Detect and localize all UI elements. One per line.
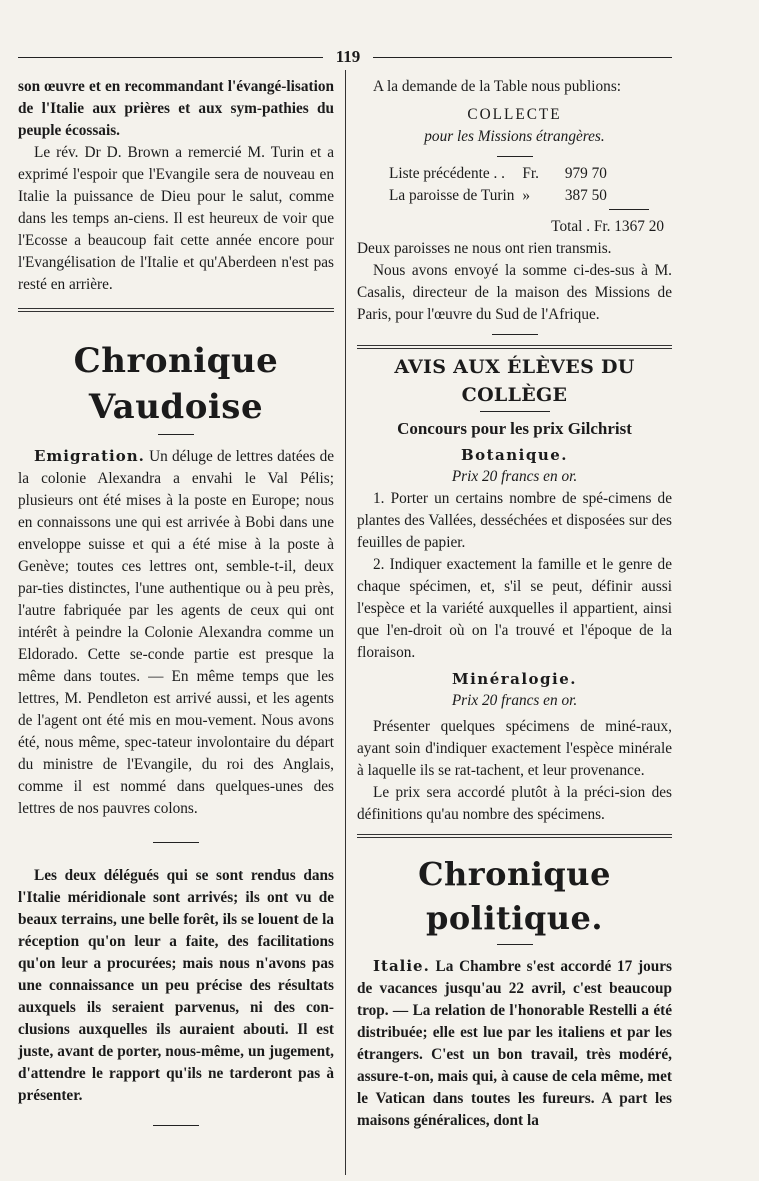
- section-rule: [357, 345, 672, 349]
- row-amount: 979 70: [564, 165, 607, 182]
- table-row: [385, 163, 611, 185]
- title-dash: [497, 944, 533, 945]
- concours-heading: Concours pour les prix Gilchrist: [397, 419, 632, 438]
- botanique-heading: Botanique.: [460, 446, 569, 464]
- prix-mineralogie: Prix 20 francs en or.: [451, 692, 578, 709]
- page-header: [18, 44, 672, 70]
- total-amount: 1367 20: [614, 218, 664, 235]
- botanique-item-2: 2. Indiquer exactement la famille et le genre de chaque spécimen, et, s'il se peut, définir aussi l'espèce et la variété auxquelles il appartient, ainsi que l'en-droit où on l'a trouvé et l'époque de la floraison.: [357, 556, 672, 661]
- mineralogie-heading: Minéralogie.: [451, 670, 578, 688]
- page-number: 119: [335, 47, 361, 66]
- row-label: La paroisse de Turin: [389, 187, 515, 204]
- collecte-note-1: Deux paroisses ne nous ont rien transmis.: [357, 240, 612, 257]
- avis-rule: [480, 411, 550, 412]
- row-currency: Fr.: [522, 165, 539, 182]
- emigration-lead: Emigration.: [34, 447, 145, 465]
- section-title-politique: Chronique politique.: [418, 855, 611, 937]
- right-column: [357, 76, 672, 1132]
- row-currency: »: [522, 187, 530, 204]
- header-rule-right: [373, 57, 672, 58]
- collecte-total: [357, 216, 672, 238]
- intro-paragraph-2: Le rév. Dr D. Brown a remercié M. Turin et a exprimé l'espoir que l'Evangile sera de nouveau en Italie la puissance de Dieu pour le salut, comme dans les temps an-ciens. Il est heureux de voir que l'Ecosse a beaucoup fait cette année encore pour l'Evangélisation de l'Italie et qu'Aberdeen n'est pas resté en arrière.: [18, 144, 334, 293]
- collecte-subtitle: pour les Missions étrangères.: [424, 128, 605, 145]
- prix-botanique: Prix 20 francs en or.: [451, 468, 578, 485]
- italie-body: La Chambre s'est accordé 17 jours de vacances jusqu'au 22 avril, c'est beaucoup trop. — La relation de l'honorable Restelli a été distribuée; elle est lue par les italiens et par les étrangers. C'est un bon travail, très modéré, assure-t-on, mais qui, à cause de cela même, met le Vatican dans toutes les fureurs. A part les maisons généralices, dont la: [357, 958, 672, 1129]
- avis-title: AVIS AUX ÉLÈVES DU COLLÈGE: [394, 356, 635, 406]
- delegues-paragraph: Les deux délégués qui se sont rendus dans l'Italie méridionale sont arrivés; ils ont vu de beaux terrains, une belle forêt, ils se louent de la réception qu'on leur a faite, des facilitations qu'on leur a procurées; mais nous n'avons pas une connaissance un peu précise des résultats auxquels ils seraient parvenus, ni des con-clusions auxquelles ils auraient abouti. Il est juste, avant de porter, nous-même, un jugement, d'attendre le rapport qu'ils ne tarderont pas à présenter.: [18, 867, 334, 1104]
- title-dash: [158, 434, 194, 435]
- botanique-item-1: 1. Porter un certains nombre de spé-cimens de plantes des Vallées, desséchées et disposées sur des feuilles de papier.: [357, 490, 672, 551]
- mineralogie-item-2: Le prix sera accordé plutôt à la préci-sion des définitions qu'au nombre des spécimens.: [357, 784, 672, 823]
- emigration-paragraph: [18, 445, 334, 820]
- mineralogie-item-1: Présenter quelques spécimens de miné-raux, ayant soin d'indiquer exactement l'espèce minérale à laquelle ils se rat-tachent, et leur provenance.: [357, 718, 672, 779]
- sum-rule: [609, 209, 649, 210]
- section-rule: [357, 834, 672, 838]
- left-column: [18, 76, 334, 1136]
- header-rule-left: [18, 57, 323, 58]
- end-dash: [153, 1125, 199, 1126]
- italie-lead: Italie.: [373, 957, 430, 975]
- emigration-body: Un déluge de lettres datées de la colonie Alexandra a envahi le Val Pélis; plusieurs ont été mises à la poste en Europe; nous en connaissons une qui est arrivée à Bobi dans une enveloppe suisse et qui a été mise à la poste à Genève; toutes ces lettres ont, semble-t-il, deux par-ties distinctes, l'une authentique ou à peu près, l'autre fabriquée par les agents de ceux qui ont intérêt à peindre la Colonie Alexandra comme un Eldorado. Cette se-conde partie est presque la même dans toutes. — En même temps que les lettres, M. Pendleton est arrivé aussi, et les agents de l'agent ont été mis en mou-vement. Nous avons été, nous même, spec-tateur involontaire du départ du ministre de l'Evangile, du roi des Anglais, comme il est nommé dans quelques-unes des lettres de nos pauvres colons.: [18, 448, 335, 817]
- section-rule: [18, 308, 334, 312]
- italie-paragraph: [357, 955, 672, 1132]
- collecte-note-2: Nous avons envoyé la somme ci-des-sus à M. Casalis, directeur de la maison des Missions de Paris, pour l'œuvre du Sud de l'Afrique.: [357, 262, 672, 323]
- table-row: [385, 185, 611, 207]
- row-amount: 387 50: [564, 187, 607, 204]
- column-divider: [345, 70, 346, 1175]
- row-label: Liste précédente . .: [389, 165, 505, 182]
- total-label: Total . Fr.: [551, 218, 611, 235]
- intro-paragraph-1: son œuvre et en recommandant l'évangé-lisation de l'Italie aux prières et aux sym-pathies du peuple écossais.: [18, 78, 334, 139]
- collecte-title: COLLECTE: [467, 106, 562, 123]
- table-intro: A la demande de la Table nous publions:: [373, 78, 622, 95]
- collecte-end-dash: [492, 334, 538, 335]
- collecte-table: [385, 163, 611, 207]
- paragraph-dash: [153, 842, 199, 843]
- section-title-vaudoise: Chronique Vaudoise: [73, 341, 279, 427]
- collecte-dash: [497, 156, 533, 157]
